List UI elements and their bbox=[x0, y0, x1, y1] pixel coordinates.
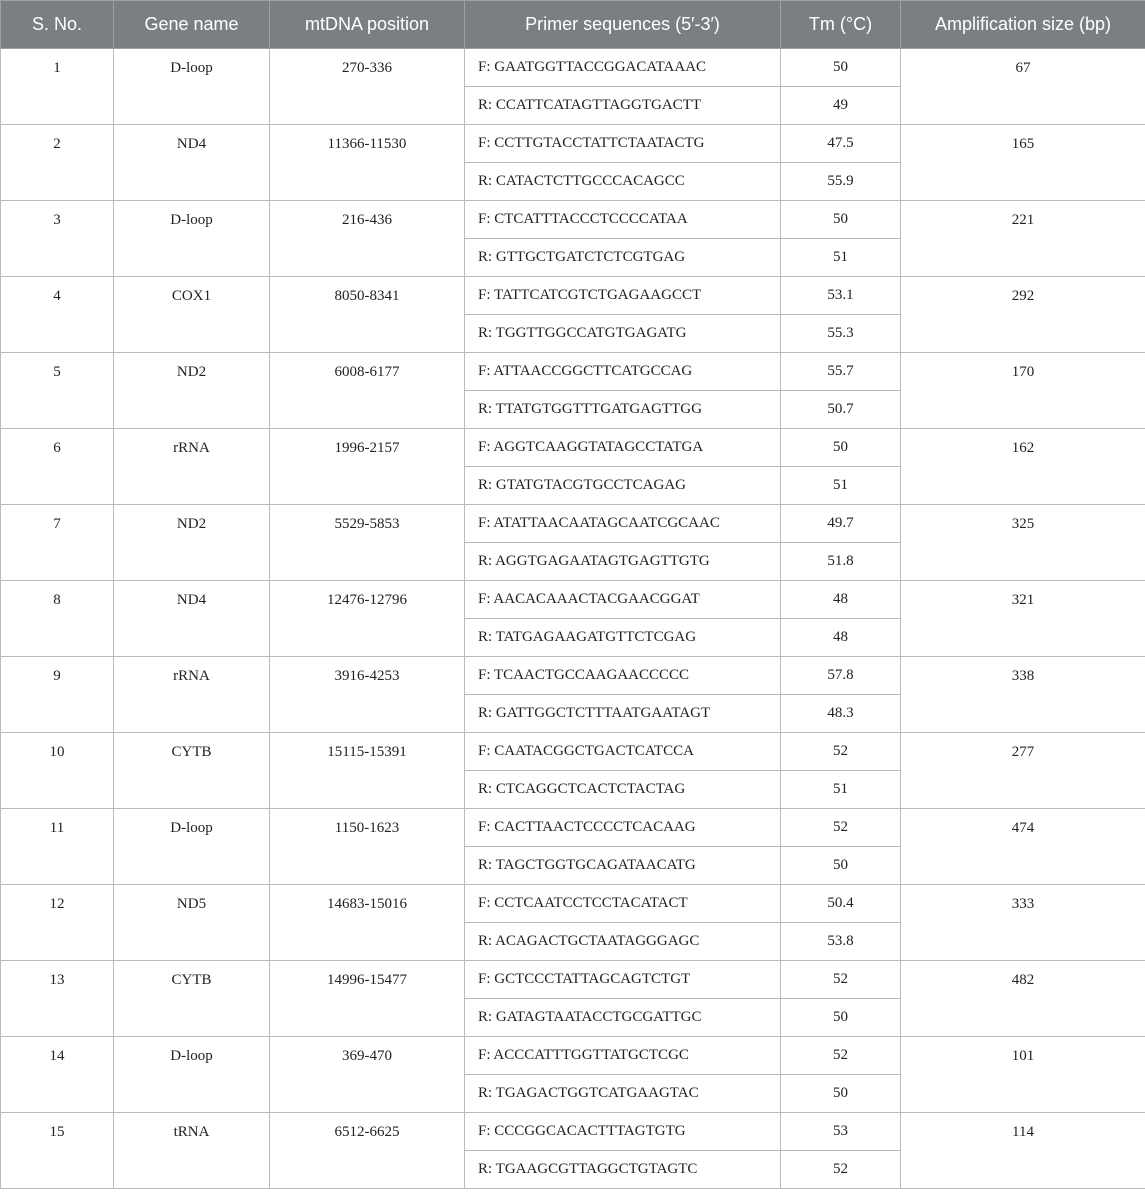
table-row bbox=[1, 657, 1145, 695]
forward-primer-cell: F: ATATTAACAATAGCAATCGCAAC bbox=[465, 505, 781, 543]
gene-name-cell: CYTB bbox=[114, 961, 270, 1037]
gene-name-cell: COX1 bbox=[114, 277, 270, 353]
gene-name-cell: D-loop bbox=[114, 49, 270, 125]
serial-no-cell: 4 bbox=[1, 277, 114, 353]
forward-primer-cell: F: GAATGGTTACCGGACATAAAC bbox=[465, 49, 781, 87]
reverse-primer-cell: R: TGGTTGGCCATGTGAGATG bbox=[465, 315, 781, 353]
gene-name-cell: ND4 bbox=[114, 125, 270, 201]
forward-primer-cell: F: CCTTGTACCTATTCTAATACTG bbox=[465, 125, 781, 163]
gene-name-cell: D-loop bbox=[114, 201, 270, 277]
header-amplification-size: Amplification size (bp) bbox=[901, 1, 1145, 49]
reverse-primer-cell: R: AGGTGAGAATAGTGAGTTGTG bbox=[465, 543, 781, 581]
reverse-tm-cell: 51 bbox=[781, 239, 901, 277]
mtdna-position-cell: 369-470 bbox=[270, 1037, 465, 1113]
serial-no-cell: 6 bbox=[1, 429, 114, 505]
reverse-tm-cell: 50 bbox=[781, 1075, 901, 1113]
amplification-size-cell: 165 bbox=[901, 125, 1145, 201]
forward-primer-cell: F: CCCGGCACACTTTAGTGTG bbox=[465, 1113, 781, 1151]
mtdna-position-cell: 11366-11530 bbox=[270, 125, 465, 201]
mtdna-position-cell: 14996-15477 bbox=[270, 961, 465, 1037]
reverse-tm-cell: 48.3 bbox=[781, 695, 901, 733]
mtdna-position-cell: 15115-15391 bbox=[270, 733, 465, 809]
forward-tm-cell: 50 bbox=[781, 201, 901, 239]
forward-tm-cell: 49.7 bbox=[781, 505, 901, 543]
reverse-tm-cell: 51.8 bbox=[781, 543, 901, 581]
mtdna-position-cell: 12476-12796 bbox=[270, 581, 465, 657]
amplification-size-cell: 221 bbox=[901, 201, 1145, 277]
forward-primer-cell: F: CACTTAACTCCCCTCACAAG bbox=[465, 809, 781, 847]
gene-name-cell: ND5 bbox=[114, 885, 270, 961]
forward-tm-cell: 50.4 bbox=[781, 885, 901, 923]
mtdna-position-cell: 270-336 bbox=[270, 49, 465, 125]
forward-primer-cell: F: CTCATTTACCCTCCCCATAA bbox=[465, 201, 781, 239]
gene-name-cell: rRNA bbox=[114, 429, 270, 505]
reverse-tm-cell: 55.3 bbox=[781, 315, 901, 353]
reverse-tm-cell: 55.9 bbox=[781, 163, 901, 201]
reverse-tm-cell: 49 bbox=[781, 87, 901, 125]
gene-name-cell: ND2 bbox=[114, 353, 270, 429]
forward-primer-cell: F: ATTAACCGGCTTCATGCCAG bbox=[465, 353, 781, 391]
forward-tm-cell: 53 bbox=[781, 1113, 901, 1151]
amplification-size-cell: 170 bbox=[901, 353, 1145, 429]
reverse-primer-cell: R: TTATGTGGTTTGATGAGTTGG bbox=[465, 391, 781, 429]
serial-no-cell: 15 bbox=[1, 1113, 114, 1189]
forward-primer-cell: F: TCAACTGCCAAGAACCCCC bbox=[465, 657, 781, 695]
forward-tm-cell: 53.1 bbox=[781, 277, 901, 315]
mtdna-position-cell: 6008-6177 bbox=[270, 353, 465, 429]
reverse-primer-cell: R: GTTGCTGATCTCTCGTGAG bbox=[465, 239, 781, 277]
serial-no-cell: 2 bbox=[1, 125, 114, 201]
forward-tm-cell: 50 bbox=[781, 429, 901, 467]
header-mtdna-position: mtDNA position bbox=[270, 1, 465, 49]
table-row bbox=[1, 961, 1145, 999]
mtdna-position-cell: 1150-1623 bbox=[270, 809, 465, 885]
forward-tm-cell: 52 bbox=[781, 809, 901, 847]
serial-no-cell: 9 bbox=[1, 657, 114, 733]
amplification-size-cell: 67 bbox=[901, 49, 1145, 125]
amplification-size-cell: 474 bbox=[901, 809, 1145, 885]
table-row bbox=[1, 49, 1145, 87]
forward-primer-cell: F: AGGTCAAGGTATAGCCTATGA bbox=[465, 429, 781, 467]
serial-no-cell: 10 bbox=[1, 733, 114, 809]
forward-tm-cell: 48 bbox=[781, 581, 901, 619]
amplification-size-cell: 482 bbox=[901, 961, 1145, 1037]
serial-no-cell: 13 bbox=[1, 961, 114, 1037]
amplification-size-cell: 114 bbox=[901, 1113, 1145, 1189]
gene-name-cell: rRNA bbox=[114, 657, 270, 733]
forward-tm-cell: 52 bbox=[781, 1037, 901, 1075]
header-primer-sequences: Primer sequences (5′-3′) bbox=[465, 1, 781, 49]
forward-primer-cell: F: TATTCATCGTCTGAGAAGCCT bbox=[465, 277, 781, 315]
forward-primer-cell: F: CAATACGGCTGACTCATCCA bbox=[465, 733, 781, 771]
reverse-tm-cell: 51 bbox=[781, 771, 901, 809]
gene-name-cell: tRNA bbox=[114, 1113, 270, 1189]
mtdna-position-cell: 216-436 bbox=[270, 201, 465, 277]
forward-tm-cell: 52 bbox=[781, 733, 901, 771]
reverse-tm-cell: 50 bbox=[781, 847, 901, 885]
table-row bbox=[1, 581, 1145, 619]
serial-no-cell: 1 bbox=[1, 49, 114, 125]
serial-no-cell: 3 bbox=[1, 201, 114, 277]
forward-tm-cell: 52 bbox=[781, 961, 901, 999]
mtdna-position-cell: 3916-4253 bbox=[270, 657, 465, 733]
table-row bbox=[1, 1113, 1145, 1151]
reverse-primer-cell: R: GATTGGCTCTTTAATGAATAGT bbox=[465, 695, 781, 733]
forward-tm-cell: 55.7 bbox=[781, 353, 901, 391]
amplification-size-cell: 292 bbox=[901, 277, 1145, 353]
forward-tm-cell: 47.5 bbox=[781, 125, 901, 163]
table-header bbox=[1, 1, 1145, 49]
table-row bbox=[1, 1037, 1145, 1075]
table-row bbox=[1, 429, 1145, 467]
mtdna-position-cell: 8050-8341 bbox=[270, 277, 465, 353]
forward-tm-cell: 50 bbox=[781, 49, 901, 87]
forward-primer-cell: F: GCTCCCTATTAGCAGTCTGT bbox=[465, 961, 781, 999]
serial-no-cell: 5 bbox=[1, 353, 114, 429]
reverse-primer-cell: R: GTATGTACGTGCCTCAGAG bbox=[465, 467, 781, 505]
amplification-size-cell: 162 bbox=[901, 429, 1145, 505]
header-serial-no: S. No. bbox=[1, 1, 114, 49]
serial-no-cell: 8 bbox=[1, 581, 114, 657]
reverse-tm-cell: 50 bbox=[781, 999, 901, 1037]
mtdna-position-cell: 6512-6625 bbox=[270, 1113, 465, 1189]
table-row bbox=[1, 505, 1145, 543]
header-row bbox=[1, 1, 1145, 49]
reverse-primer-cell: R: TGAAGCGTTAGGCTGTAGTC bbox=[465, 1151, 781, 1189]
reverse-primer-cell: R: CTCAGGCTCACTCTACTAG bbox=[465, 771, 781, 809]
reverse-primer-cell: R: TGAGACTGGTCATGAAGTAC bbox=[465, 1075, 781, 1113]
reverse-primer-cell: R: CCATTCATAGTTAGGTGACTT bbox=[465, 87, 781, 125]
gene-name-cell: ND4 bbox=[114, 581, 270, 657]
table-row bbox=[1, 125, 1145, 163]
reverse-tm-cell: 51 bbox=[781, 467, 901, 505]
mtdna-position-cell: 1996-2157 bbox=[270, 429, 465, 505]
reverse-primer-cell: R: ACAGACTGCTAATAGGGAGC bbox=[465, 923, 781, 961]
amplification-size-cell: 333 bbox=[901, 885, 1145, 961]
forward-primer-cell: F: ACCCATTTGGTTATGCTCGC bbox=[465, 1037, 781, 1075]
serial-no-cell: 11 bbox=[1, 809, 114, 885]
table-row bbox=[1, 733, 1145, 771]
amplification-size-cell: 325 bbox=[901, 505, 1145, 581]
mtdna-position-cell: 5529-5853 bbox=[270, 505, 465, 581]
reverse-primer-cell: R: TATGAGAAGATGTTCTCGAG bbox=[465, 619, 781, 657]
reverse-tm-cell: 53.8 bbox=[781, 923, 901, 961]
table-row bbox=[1, 885, 1145, 923]
forward-primer-cell: F: CCTCAATCCTCCTACATACT bbox=[465, 885, 781, 923]
serial-no-cell: 14 bbox=[1, 1037, 114, 1113]
amplification-size-cell: 338 bbox=[901, 657, 1145, 733]
amplification-size-cell: 101 bbox=[901, 1037, 1145, 1113]
reverse-tm-cell: 52 bbox=[781, 1151, 901, 1189]
table-row bbox=[1, 353, 1145, 391]
gene-name-cell: CYTB bbox=[114, 733, 270, 809]
amplification-size-cell: 277 bbox=[901, 733, 1145, 809]
reverse-primer-cell: R: GATAGTAATACCTGCGATTGC bbox=[465, 999, 781, 1037]
forward-primer-cell: F: AACACAAACTACGAACGGAT bbox=[465, 581, 781, 619]
reverse-tm-cell: 50.7 bbox=[781, 391, 901, 429]
header-gene-name: Gene name bbox=[114, 1, 270, 49]
table-row bbox=[1, 277, 1145, 315]
header-tm: Tm (°C) bbox=[781, 1, 901, 49]
gene-name-cell: ND2 bbox=[114, 505, 270, 581]
gene-name-cell: D-loop bbox=[114, 809, 270, 885]
table-body bbox=[1, 49, 1145, 1189]
gene-name-cell: D-loop bbox=[114, 1037, 270, 1113]
mtdna-position-cell: 14683-15016 bbox=[270, 885, 465, 961]
serial-no-cell: 12 bbox=[1, 885, 114, 961]
serial-no-cell: 7 bbox=[1, 505, 114, 581]
table-row bbox=[1, 201, 1145, 239]
reverse-primer-cell: R: TAGCTGGTGCAGATAACATG bbox=[465, 847, 781, 885]
amplification-size-cell: 321 bbox=[901, 581, 1145, 657]
forward-tm-cell: 57.8 bbox=[781, 657, 901, 695]
reverse-primer-cell: R: CATACTCTTGCCCACAGCC bbox=[465, 163, 781, 201]
table-row bbox=[1, 809, 1145, 847]
reverse-tm-cell: 48 bbox=[781, 619, 901, 657]
